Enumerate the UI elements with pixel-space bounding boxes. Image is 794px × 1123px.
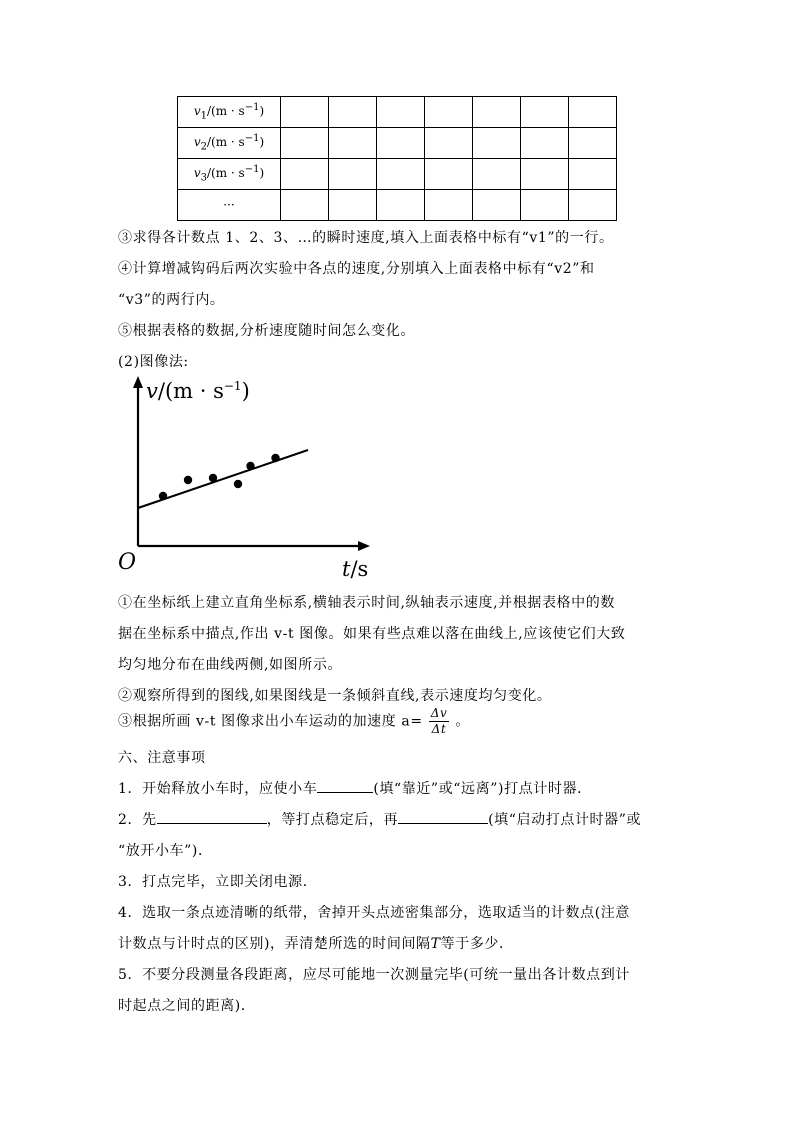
step-5: ⑤根据表格的数据,分析速度随时间怎么变化。 bbox=[118, 323, 416, 339]
x-axis-label: t/s bbox=[342, 557, 369, 581]
note-2-line2: “放开小车”)． bbox=[118, 843, 213, 859]
y-axis-label: $v/(m \cdot s^{-1})$ bbox=[146, 379, 250, 403]
velocity-table bbox=[177, 96, 617, 221]
note-1 bbox=[118, 778, 592, 798]
note-2-text-mid: ，等打点稳定后，再 bbox=[266, 812, 399, 828]
table-cell[interactable] bbox=[569, 190, 617, 221]
graph-step-3-end: 。 bbox=[455, 713, 470, 730]
table-cell[interactable] bbox=[329, 97, 377, 128]
data-point bbox=[159, 492, 167, 500]
table-cell[interactable] bbox=[521, 190, 569, 221]
fraction-denominator: Δt bbox=[431, 722, 447, 736]
graph-step-1-line1: ①在坐标纸上建立直角坐标系,横轴表示时间,纵轴表示速度,并根据表格中的数 bbox=[118, 595, 615, 611]
graph-step-3-text: ③根据所画 v-t 图像求出小车运动的加速度 a= bbox=[118, 713, 423, 730]
graph-step-2: ②观察所得到的图线,如果图线是一条倾斜直线,表示速度均匀变化。 bbox=[118, 688, 552, 704]
table-cell[interactable] bbox=[521, 159, 569, 190]
step-4-line2: “v3”的两行内。 bbox=[118, 292, 225, 308]
data-point bbox=[271, 454, 279, 462]
answer-blank-2[interactable] bbox=[157, 811, 267, 824]
row-header-v2: $v_2/(m \cdot s^{-1})$ bbox=[178, 128, 281, 159]
table-cell[interactable] bbox=[377, 190, 425, 221]
table-row-v3 bbox=[178, 159, 617, 190]
table-cell[interactable] bbox=[425, 97, 473, 128]
note-1-text: 1．开始释放小车时，应使小车 bbox=[118, 781, 318, 797]
note-4-line1: 4．选取一条点迹清晰的纸带，舍掉开头点迹密集部分，选取适当的计数点(注意 bbox=[118, 905, 630, 921]
note-2-line1 bbox=[118, 809, 641, 829]
row-header-v3: $v_3/(m \cdot s^{-1})$ bbox=[178, 159, 281, 190]
graph-step-1-line2: 据在坐标系中描点,作出 v-t 图像。如果有些点难以落在曲线上,应该使它们大致 bbox=[118, 626, 626, 642]
graph-method-heading: (2)图像法: bbox=[118, 354, 189, 370]
acceleration-fraction bbox=[429, 706, 450, 737]
note-2-text: 2．先 bbox=[118, 812, 157, 828]
data-point bbox=[184, 476, 192, 484]
x-axis-arrow-icon bbox=[358, 541, 370, 551]
answer-blank-3[interactable] bbox=[398, 811, 488, 824]
graph-step-1-line3: 均匀地分布在曲线两侧,如图所示。 bbox=[118, 657, 343, 673]
note-3: 3．打点完毕，立即关闭电源． bbox=[118, 874, 318, 890]
data-point bbox=[234, 480, 242, 488]
table-row-ellipsis bbox=[178, 190, 617, 221]
table-cell[interactable] bbox=[281, 190, 329, 221]
table-cell[interactable] bbox=[281, 159, 329, 190]
vt-graph bbox=[110, 372, 380, 582]
row-header-ellipsis: ··· bbox=[178, 190, 281, 221]
fraction-numerator: Δv bbox=[430, 706, 448, 720]
table-cell[interactable] bbox=[473, 128, 521, 159]
table-cell[interactable] bbox=[569, 159, 617, 190]
table-cell[interactable] bbox=[377, 97, 425, 128]
notes-heading: 六、注意事项 bbox=[118, 750, 206, 766]
y-axis-arrow-icon bbox=[133, 376, 143, 388]
table-row-v2 bbox=[178, 128, 617, 159]
table-cell[interactable] bbox=[425, 190, 473, 221]
y-axis bbox=[133, 376, 143, 546]
interval-variable: T bbox=[430, 936, 441, 952]
table-cell[interactable] bbox=[329, 159, 377, 190]
data-point bbox=[246, 462, 254, 470]
table-row-v1 bbox=[178, 97, 617, 128]
origin-label: O bbox=[118, 550, 137, 575]
note-5-line2: 时起点之间的距离)． bbox=[118, 998, 256, 1014]
note-5-line1: 5．不要分段测量各段距离，应尽可能地一次测量完毕(可统一量出各计数点到计 bbox=[118, 967, 630, 983]
table-cell[interactable] bbox=[377, 159, 425, 190]
table-cell[interactable] bbox=[281, 97, 329, 128]
answer-blank-1[interactable] bbox=[317, 780, 373, 793]
table-cell[interactable] bbox=[377, 128, 425, 159]
step-4-line1: ④计算增减钩码后两次实验中各点的速度,分别填入上面表格中标有“v2”和 bbox=[118, 261, 595, 277]
table-cell[interactable] bbox=[329, 190, 377, 221]
note-4-line2: 计数点与计时点的区别)，弄清楚所选的时间间隔T等于多少． bbox=[118, 936, 514, 952]
table-cell[interactable] bbox=[473, 190, 521, 221]
table-cell[interactable] bbox=[521, 97, 569, 128]
x-axis bbox=[138, 541, 370, 551]
data-points bbox=[159, 454, 280, 500]
graph-step-3 bbox=[118, 706, 470, 737]
table-cell[interactable] bbox=[329, 128, 377, 159]
table-cell[interactable] bbox=[473, 97, 521, 128]
row-header-v1: $v_1/(m \cdot s^{-1})$ bbox=[178, 97, 281, 128]
data-point bbox=[209, 474, 217, 482]
table-cell[interactable] bbox=[425, 159, 473, 190]
step-3: ③求得各计数点 1、2、3、…的瞬时速度,填入上面表格中标有“v1”的一行。 bbox=[118, 230, 614, 246]
table-cell[interactable] bbox=[569, 97, 617, 128]
table-cell[interactable] bbox=[473, 159, 521, 190]
table-cell[interactable] bbox=[425, 128, 473, 159]
table-cell[interactable] bbox=[281, 128, 329, 159]
note-2-text-end: (填“启动打点计时器”或 bbox=[488, 812, 642, 828]
table-cell[interactable] bbox=[521, 128, 569, 159]
note-1-text-end: (填“靠近”或“远离”)打点计时器． bbox=[373, 781, 592, 797]
table-cell[interactable] bbox=[569, 128, 617, 159]
